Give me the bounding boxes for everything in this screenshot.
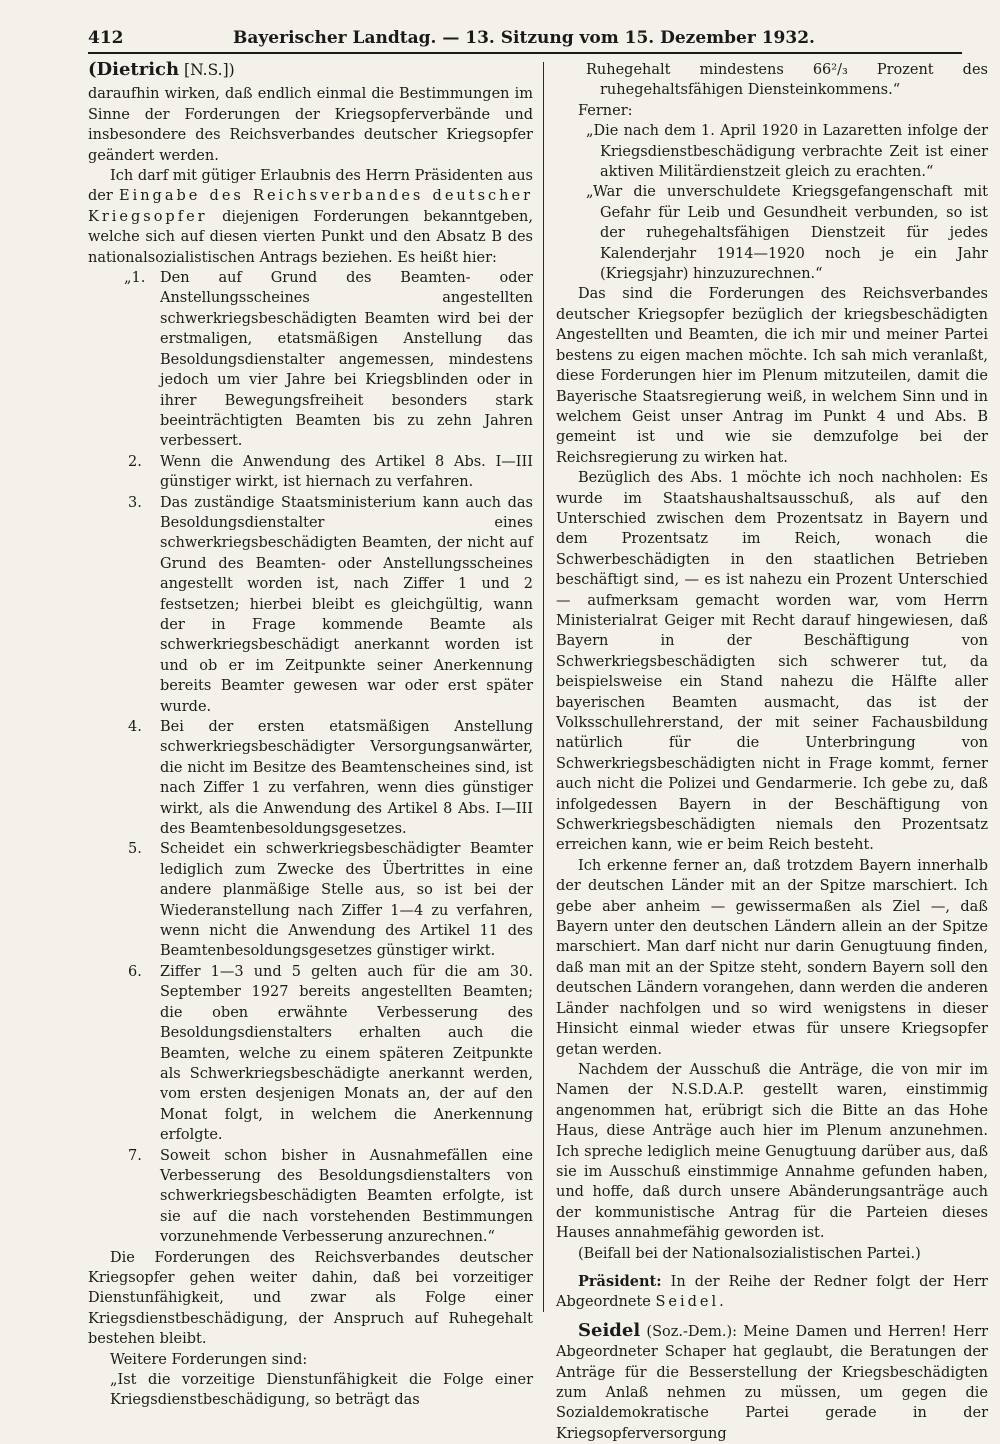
item-number: 6. xyxy=(128,963,142,980)
list-item xyxy=(88,493,533,717)
speaker-statement xyxy=(556,1321,988,1444)
column-divider xyxy=(543,62,544,1312)
item-text: Wenn die Anwendung des Artikel 8 Abs. I—III günstiger wirkt, ist hiernach zu verfahren. xyxy=(160,453,533,491)
quote: „Ist die vorzeitige Dienstunfähigkeit die Folge einer Kriegsdienstbeschädigung, so beträgt das xyxy=(110,1372,533,1409)
text-run: Ich darf mit gütiger Erlaubnis des Herrn Präsidenten aus der xyxy=(88,168,533,205)
speaker-name: Seidel xyxy=(578,1319,641,1341)
quote: Ruhegehalt mindestens 66²/₃ Prozent des ruhegehaltsfähigen Diensteinkommens.“ xyxy=(586,62,988,99)
item-number: 2. xyxy=(128,453,142,470)
item-text: Ziffer 1—3 und 5 gelten auch für die am 30. September 1927 bereits angestellten Beamten; die oben erwähnte Verbesserung des Besoldungsdienstalters erhalten auch die Beamten, welche zu einem späteren Zeitpunkte als Schwerkriegsbeschädigte anerkannt werden, vom ersten desjenigen Monats an, der auf den Monat folgt, in welchem die Anerkennung erfolgte. xyxy=(160,963,533,1144)
paragraph: daraufhin wirken, daß endlich einmal die Bestimmungen im Sinne der Forderungen der Kriegsopferverbände und insbesondere des Reichsverbandes deutscher Kriegsopfer geändert werden. xyxy=(88,86,533,164)
item-text: Das zuständige Staatsministerium kann auch das Besoldungsdienstalter eines schwerkriegsbeschädigten Beamten, der nicht auf Grund des Beamten- oder Anstellungsscheines angestellt worden ist, nach Ziffer 1 und 2 festsetzen; hierbei bleibt es gleichgültig, wann der in Frage kommende Beamte als schwerkriegsbeschädigt anerkannt worden ist und ob er im Zeitpunkte seiner Anerkennung bereits Beamter gewesen war oder erst später wurde. xyxy=(160,494,533,715)
paragraph: Ich erkenne ferner an, daß trotzdem Bayern innerhalb der deutschen Länder mit an der Spitze marschiert. Ich gebe aber anheim — gewissermaßen als Ziel —, daß Bayern unter den deutschen Ländern allein an der Spitze marschiert. Man darf nicht nur darin Genugtuung finden, daß man mit an der Spitze steht, sondern Bayern soll den deutschen Ländern vorangehen, dann werden die anderen Länder nachfolgen und so wird wenigstens in dieser Hinsicht einmal wieder etwas für unsere Kriegsopfer getan werden. xyxy=(556,857,988,1058)
paragraph xyxy=(88,166,533,268)
list-item xyxy=(88,717,533,839)
speaker-party: [N.S.]) xyxy=(184,61,235,79)
right-column xyxy=(556,60,988,1444)
paragraph: Bezüglich des Abs. 1 möchte ich noch nachholen: Es wurde im Staatshaushaltsausschuß, als auf den Unterschied zwischen dem Prozentsatz in Bayern und dem Prozentsatz im Reich, wonach die Schwerbeschädigten in den staatlichen Betrieben beschäftigt sind, — es ist nahezu ein Prozent Unterschied — aufmerksam gemacht worden war, vom Herrn Ministerialrat Geiger mit Recht darauf hingewiesen, daß Bayern in der Beschäftigung von Schwerkriegsbeschädigten sich schwerer tut, da beispielsweise ein Stand nahezu die Hälfte aller bayerischen Beamten ausmacht, das ist der Volksschullehrerstand, der mit seiner Fachausbildung natürlich für die Unterbringung von Schwerkriegsbeschädigten nicht in Frage kommt, ferner auch nicht die Polizei und Gendarmerie. Ich gebe zu, daß infolgedessen Bayern in der Beschäftigung von Schwerkriegsbeschädigten niemals den Prozentsatz erreichen kann, wie er beim Reich besteht. xyxy=(556,470,988,854)
header-rule xyxy=(88,52,962,54)
next-speaker-name: Seidel. xyxy=(655,1294,727,1311)
speaker-heading xyxy=(88,60,533,80)
item-number: 5. xyxy=(128,841,142,858)
list-item xyxy=(88,839,533,961)
list-item xyxy=(88,268,533,452)
item-number: 3. xyxy=(128,494,142,511)
applause-note: (Beifall bei der Nationalsozialistischen Partei.) xyxy=(578,1245,921,1262)
item-text: Den auf Grund des Beamten- oder Anstellungsscheines angestellten schwerkriegsbeschädigten Beamten wird bei der erstmaligen, etatsmäßigen Anstellung das Besoldungsdienstalter angemessen, mindestens jedoch um vier Jahre bei Kriegsblinden oder in ihrer Bewegungsfreiheit besonders stark beeinträchtigten Beamten bis zu zehn Jahren verbessert. xyxy=(160,270,533,450)
quote: „War die unverschuldete Kriegsgefangenschaft mit Gefahr für Leib und Gesundheit verbunden, so ist der ruhegehaltsfähigen Dienstzeit für jedes Kalenderjahr 1914—1920 noch je ein Jahr (Kriegsjahr) hinzuzurechnen.“ xyxy=(586,184,988,283)
paragraph: Die Forderungen des Reichsverbandes deutscher Kriegsopfer gehen weiter dahin, daß bei vorzeitiger Dienstunfähigkeit, und zwar als Folge einer Kriegsdienstbeschädigung, der Anspruch auf Ruhegehalt bestehen bleibt. xyxy=(88,1249,533,1348)
spaced-emphasis: Eingabe des Reichsverbandes deutscher Kriegsopfer xyxy=(88,188,534,225)
page-number: 412 xyxy=(88,28,124,48)
president-label: Präsident: xyxy=(578,1272,662,1290)
item-text: Soweit schon bisher in Ausnahmefällen eine Verbesserung des Besoldungsdienstalters von schwerkriegsbeschädigten Beamten erfolgte, ist sie auf die nach vorstehenden Bestimmungen vorzunehmende Verbesserung anzurechnen.“ xyxy=(160,1147,533,1246)
text-run: diejenigen Forderungen bekanntgeben, welche sich auf diesen vierten Punkt und den Absatz B des nationalsozialistischen Antrags beziehen. Es heißt hier: xyxy=(88,208,533,266)
item-text: Bei der ersten etatsmäßigen Anstellung schwerkriegsbeschädigter Versorgungsanwärter, die nicht im Besitze des Beamtenscheines sind, ist nach Ziffer 1 zu verfahren, wenn dies günstiger wirkt, als die Anwendung des Artikel 8 Abs. I—III des Beamtenbesoldungsgesetzes. xyxy=(160,719,533,838)
list-item xyxy=(88,452,533,493)
running-title: Bayerischer Landtag. — 13. Sitzung vom 15. Dezember 1932. xyxy=(233,28,815,48)
president-text: In der Reihe der Redner folgt der Herr Abgeordnete xyxy=(556,1273,988,1311)
item-number: 4. xyxy=(128,719,142,735)
paragraph: Weitere Forderungen sind: xyxy=(110,1351,308,1368)
list-item xyxy=(88,1146,533,1248)
paragraph: Nachdem der Ausschuß die Anträge, die von mir im Namen der N.S.D.A.P. gestellt waren, einstimmig angenommen hat, erübrigt sich die Bitte an das Hohe Haus, diese Anträge auch hier im Plenum anzunehmen. Ich spreche lediglich meine Genugtuung darüber aus, daß sie im Ausschuß einstimmige Annahme gefunden haben, und hoffe, daß durch unsere Abänderungsanträge auch der kommunistische Antrag für die Parteien dieses Hauses annahmefähig geworden ist. xyxy=(556,1061,988,1242)
item-number: „1. xyxy=(124,270,146,287)
spacer xyxy=(556,1264,988,1272)
speaker-name: (Dietrich xyxy=(88,59,180,80)
president-statement xyxy=(556,1272,988,1313)
demands-list xyxy=(88,268,533,1248)
speech-text: (Soz.-Dem.): Meine Damen und Herren! Herr Abgeordneter Schaper hat geglaubt, die Beratungen der Anträge für die Besserstellung der Kriegsbeschädigten zum Anlaß nehmen zu müssen, um gegen die Sozialdemokratische Partei gerade in der Kriegsopferversorgung xyxy=(556,1323,989,1442)
paragraph: Das sind die Forderungen des Reichsverbandes deutscher Kriegsopfer bezüglich der kriegsbeschädigten Angestellten und Beamten, die ich mir und meiner Partei bestens zu eigen machen möchte. Ich sah mich veranlaßt, diese Forderungen hier im Plenum mitzuteilen, damit die Bayerische Staatsregierung weiß, in welchem Sinn und in welchem Geist unser Antrag im Punkt 4 und Abs. B gemeint ist und wie sie demzufolge bei der Reichsregierung zu wirken hat. xyxy=(556,286,988,466)
left-column xyxy=(88,60,533,1411)
item-text: Scheidet ein schwerkriegsbeschädigter Beamter lediglich zum Zwecke des Übertrittes in eine andere planmäßige Stelle aus, so ist bei der Wiederanstellung nach Ziffer 1—4 zu verfahren, wenn nicht die Anwendung des Artikel 11 des Beamtenbesoldungsgesetzes günstiger wirkt. xyxy=(160,841,533,960)
item-number: 7. xyxy=(128,1147,142,1164)
list-item xyxy=(88,962,533,1146)
paragraph: Ferner: xyxy=(578,102,633,119)
quote: „Die nach dem 1. April 1920 in Lazaretten infolge der Kriegsdienstbeschädigung verbrachte Zeit ist einer aktiven Militärdienstzeit gleich zu erachten.“ xyxy=(586,123,988,181)
page-header xyxy=(88,22,960,48)
